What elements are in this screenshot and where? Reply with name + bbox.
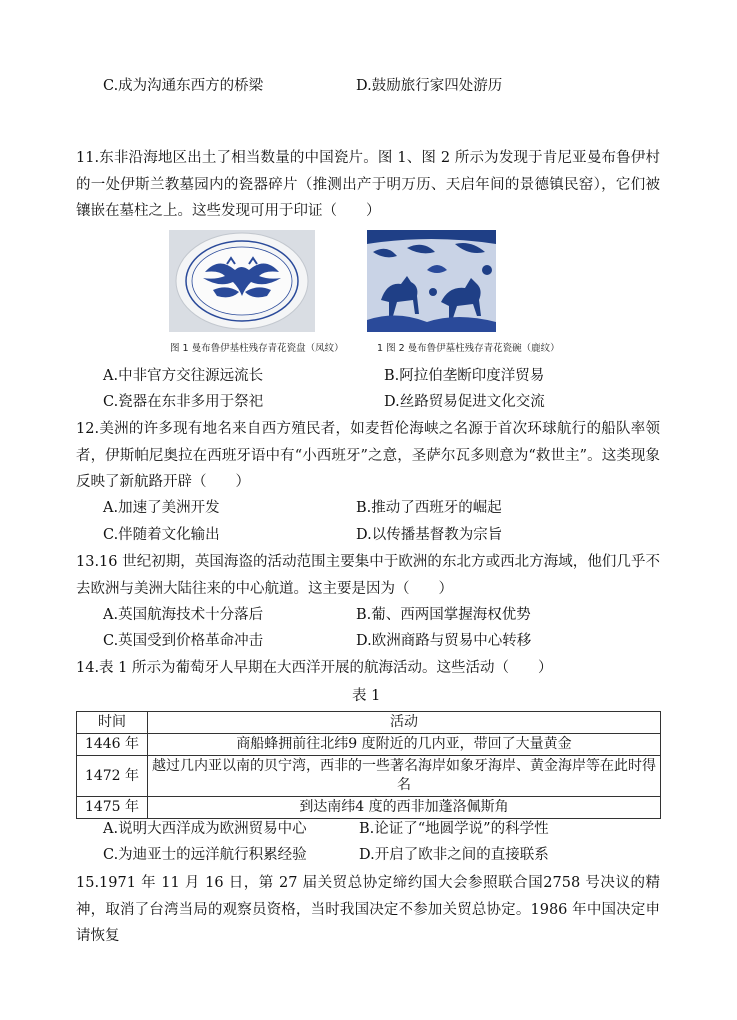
q14-option-a: A.说明大西洋成为欧洲贸易中心 [103, 821, 307, 837]
q11-option-d: D.丝路贸易促进文化交流 [384, 394, 545, 410]
table-cell: 越过几内亚以南的贝宁湾，西非的一些著名海岸如象牙海岸、黄金海岸等在此时得名 [148, 756, 661, 797]
q12-option-a: A.加速了美洲开发 [103, 500, 220, 516]
table-cell: 商船蜂拥前往北纬9 度附近的几内亚，带回了大量黄金 [148, 734, 661, 756]
q14-option-b: B.论证了“地圆学说”的科学性 [359, 821, 549, 837]
q14-option-c: C.为迪亚士的远洋航行积累经验 [103, 847, 307, 863]
q13-option-d: D.欧洲商路与贸易中心转移 [356, 633, 532, 649]
table-header-row [77, 712, 661, 734]
q11-option-a: A.中非官方交往源远流长 [103, 368, 264, 384]
phoenix-plate-image [169, 230, 315, 332]
q13-option-c: C.英国受到价格革命冲击 [103, 633, 264, 649]
table-row [77, 756, 661, 797]
table-row [77, 734, 661, 756]
deer-bowl-image [367, 230, 496, 332]
q12-option-b: B.推动了西班牙的崛起 [356, 500, 502, 516]
q13-stem: 13.16 世纪初期，英国海盗的活动范围主要集中于欧洲的东北方或西北方海域，他们几乎不去欧洲与美洲大陆往来的中心航道。这主要是因为（ ） [76, 554, 660, 597]
figure-2-caption: 1 图 2 曼布鲁伊墓柱残存青花瓷碗（鹿纹） [377, 343, 560, 354]
table-header-cell: 活动 [148, 712, 661, 734]
voyage-table [76, 711, 661, 819]
table-cell: 1475 年 [77, 797, 148, 819]
q10-option-d: D.鼓励旅行家四处游历 [356, 78, 503, 94]
q14-stem: 14.表 1 所示为葡萄牙人早期在大西洋开展的航海活动。这些活动（ ） [76, 660, 553, 676]
q12-option-d: D.以传播基督教为宗旨 [356, 527, 503, 543]
q13-option-b: B.葡、西两国掌握海权优势 [356, 607, 531, 623]
q10-option-c: C.成为沟通东西方的桥梁 [103, 78, 264, 94]
table-header-cell: 时间 [77, 712, 148, 734]
q11-stem: 11.东非沿海地区出土了相当数量的中国瓷片。图 1、图 2 所示为发现于肯尼亚曼布鲁伊村的一处伊斯兰教墓园内的瓷器碎片（推测出产于明万历、天启年间的景德镇民窑），它们被镶嵌在墓柱之上。这些发现可用于印证（ ） [76, 150, 660, 219]
table-title: 表 1 [352, 688, 381, 704]
q11-option-b: B.阿拉伯垄断印度洋贸易 [384, 368, 545, 384]
table-cell: 到达南纬4 度的西非加蓬洛佩斯角 [148, 797, 661, 819]
table-cell: 1446 年 [77, 734, 148, 756]
q12-option-c: C.伴随着文化输出 [103, 527, 220, 543]
table-cell: 1472 年 [77, 756, 148, 797]
q11-option-c: C.瓷器在东非多用于祭祀 [103, 394, 264, 410]
figure-1-caption: 图 1 曼布鲁伊基柱残存青花瓷盘（凤纹） [170, 343, 344, 354]
q15-stem: 15.1971 年 11 月 16 日，第 27 届关贸总协定缔约国大会参照联合国2758 号决议的精神，取消了台湾当局的观察员资格，当时我国决定不参加关贸总协定。1986 年中国决定申请恢复 [76, 875, 660, 944]
q12-stem: 12.美洲的许多现有地名来自西方殖民者，如麦哲伦海峡之名源于首次环球航行的船队率领者，伊斯帕尼奥拉在西班牙语中有“小西班牙”之意，圣萨尔瓦多则意为“救世主”。这类现象反映了新航路开辟（ ） [76, 421, 660, 490]
q14-option-d: D.开启了欧非之间的直接联系 [359, 847, 549, 863]
table-row [77, 797, 661, 819]
q13-option-a: A.英国航海技术十分落后 [103, 607, 264, 623]
